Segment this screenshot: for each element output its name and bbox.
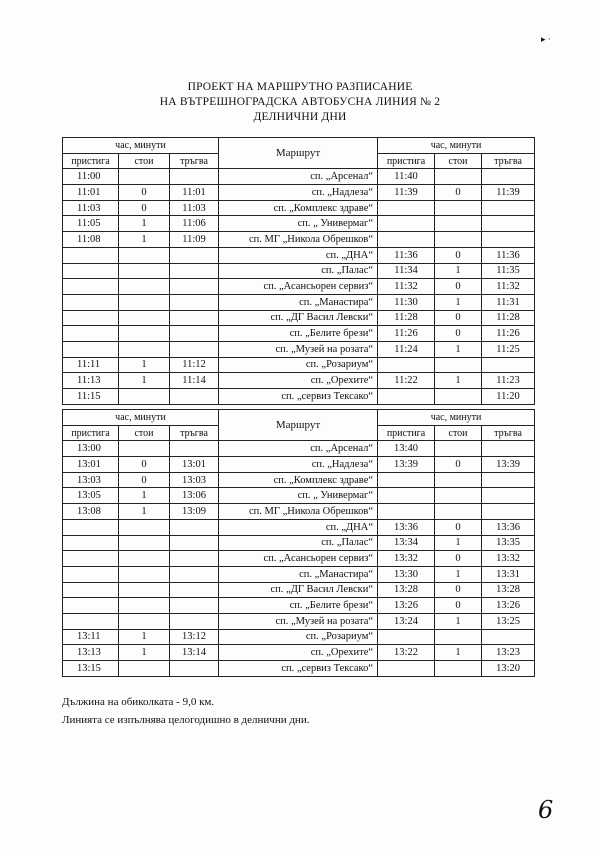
stay-out-cell: 1: [119, 504, 170, 520]
stay-out-cell: [119, 294, 170, 310]
depart-out-cell: 11:06: [170, 216, 219, 232]
arrive-out-cell: [63, 582, 119, 598]
depart-out-cell: [170, 341, 219, 357]
depart-back-cell: 13:25: [482, 613, 535, 629]
header-arrive: пристига: [63, 425, 119, 441]
stay-out-cell: [119, 535, 170, 551]
arrive-out-cell: 11:15: [63, 389, 119, 405]
depart-back-cell: 13:39: [482, 457, 535, 473]
stay-out-cell: [119, 310, 170, 326]
header-stay: стои: [435, 425, 482, 441]
arrive-out-cell: 13:11: [63, 629, 119, 645]
depart-out-cell: [170, 519, 219, 535]
arrive-out-cell: 13:08: [63, 504, 119, 520]
table-row: [63, 200, 535, 216]
depart-out-cell: 13:12: [170, 629, 219, 645]
stay-back-cell: [435, 216, 482, 232]
depart-out-cell: [170, 441, 219, 457]
arrive-out-cell: 13:13: [63, 645, 119, 661]
depart-back-cell: 11:20: [482, 389, 535, 405]
table-row: [63, 441, 535, 457]
stop-name-cell: сп. „Белите брези“: [219, 326, 378, 342]
stay-out-cell: 0: [119, 457, 170, 473]
depart-back-cell: [482, 216, 535, 232]
table-row: [63, 389, 535, 405]
depart-out-cell: [170, 279, 219, 295]
table-row: [63, 629, 535, 645]
arrive-out-cell: 13:03: [63, 472, 119, 488]
depart-back-cell: [482, 488, 535, 504]
stay-out-cell: [119, 326, 170, 342]
depart-out-cell: 13:03: [170, 472, 219, 488]
stop-name-cell: сп. „сервиз Тексако“: [219, 389, 378, 405]
depart-out-cell: 13:06: [170, 488, 219, 504]
depart-back-cell: [482, 232, 535, 248]
depart-back-cell: 13:35: [482, 535, 535, 551]
depart-back-cell: 13:32: [482, 551, 535, 567]
stay-back-cell: [435, 389, 482, 405]
header-time-group-outbound: час, минути: [63, 410, 219, 426]
arrive-out-cell: [63, 598, 119, 614]
arrive-back-cell: 13:28: [378, 582, 435, 598]
header-route: Маршрут: [219, 138, 378, 169]
document-title: [0, 80, 600, 125]
page-number: 6: [538, 796, 554, 824]
table-row: [63, 613, 535, 629]
timetable-2: [62, 409, 535, 677]
arrive-back-cell: 11:39: [378, 185, 435, 201]
arrive-out-cell: 11:03: [63, 200, 119, 216]
table-row: [63, 645, 535, 661]
stay-back-cell: [435, 472, 482, 488]
stay-out-cell: 0: [119, 200, 170, 216]
schedule-note: Линията се изпълнява целогодишно в делнични дни.: [62, 714, 310, 726]
depart-out-cell: 13:01: [170, 457, 219, 473]
header-depart: тръгва: [482, 425, 535, 441]
header-route: Маршрут: [219, 410, 378, 441]
header-depart: тръгва: [170, 425, 219, 441]
depart-out-cell: 11:12: [170, 357, 219, 373]
stay-out-cell: [119, 566, 170, 582]
stop-name-cell: сп. „Музей на розата“: [219, 613, 378, 629]
arrive-back-cell: 13:24: [378, 613, 435, 629]
depart-back-cell: [482, 200, 535, 216]
depart-back-cell: [482, 629, 535, 645]
stop-name-cell: сп. „Орехите“: [219, 645, 378, 661]
table-row: [63, 535, 535, 551]
table-row: [63, 232, 535, 248]
header-depart: тръгва: [482, 153, 535, 169]
arrive-out-cell: [63, 535, 119, 551]
depart-out-cell: 11:03: [170, 200, 219, 216]
stay-out-cell: 0: [119, 185, 170, 201]
arrive-back-cell: [378, 661, 435, 677]
arrive-back-cell: 13:22: [378, 645, 435, 661]
stay-out-cell: [119, 441, 170, 457]
arrive-out-cell: [63, 566, 119, 582]
stay-out-cell: 1: [119, 216, 170, 232]
stay-back-cell: [435, 504, 482, 520]
timetable-1: [62, 137, 535, 405]
table-row: [63, 247, 535, 263]
depart-out-cell: [170, 247, 219, 263]
depart-back-cell: 11:25: [482, 341, 535, 357]
table-row: [63, 598, 535, 614]
table-row: [63, 294, 535, 310]
timetable-body: [63, 441, 535, 676]
depart-out-cell: [170, 661, 219, 677]
depart-out-cell: 11:01: [170, 185, 219, 201]
table-row: [63, 216, 535, 232]
arrive-out-cell: 13:01: [63, 457, 119, 473]
arrive-back-cell: 13:26: [378, 598, 435, 614]
table-row: [63, 582, 535, 598]
stay-back-cell: 0: [435, 582, 482, 598]
arrive-back-cell: [378, 389, 435, 405]
depart-out-cell: [170, 310, 219, 326]
stop-name-cell: сп. „Розариум“: [219, 629, 378, 645]
stop-name-cell: сп. „ДГ Васил Левски“: [219, 582, 378, 598]
stay-out-cell: [119, 519, 170, 535]
table-row: [63, 551, 535, 567]
stop-name-cell: сп. „Белите брези“: [219, 598, 378, 614]
header-time-group-return: час, минути: [378, 410, 535, 426]
depart-back-cell: 13:23: [482, 645, 535, 661]
stay-back-cell: 0: [435, 551, 482, 567]
table-row: [63, 457, 535, 473]
stay-back-cell: 1: [435, 613, 482, 629]
depart-out-cell: [170, 566, 219, 582]
depart-out-cell: [170, 535, 219, 551]
stop-name-cell: сп. „Асансьорен сервиз“: [219, 551, 378, 567]
stay-back-cell: 0: [435, 457, 482, 473]
stop-name-cell: сп. „Палас“: [219, 535, 378, 551]
stay-back-cell: 0: [435, 326, 482, 342]
stop-name-cell: сп. „Асансьорен сервиз“: [219, 279, 378, 295]
depart-out-cell: [170, 598, 219, 614]
depart-out-cell: 11:09: [170, 232, 219, 248]
stay-back-cell: 0: [435, 598, 482, 614]
table-row: [63, 488, 535, 504]
arrive-out-cell: [63, 247, 119, 263]
arrive-back-cell: [378, 504, 435, 520]
arrive-back-cell: [378, 200, 435, 216]
stay-out-cell: [119, 598, 170, 614]
stay-out-cell: [119, 279, 170, 295]
table-row: [63, 357, 535, 373]
arrive-back-cell: [378, 472, 435, 488]
stop-name-cell: сп. МГ „Никола Обрешков“: [219, 232, 378, 248]
table-row: [63, 519, 535, 535]
depart-back-cell: 11:26: [482, 326, 535, 342]
stop-name-cell: сп. „Надлеза“: [219, 185, 378, 201]
arrive-back-cell: 11:26: [378, 326, 435, 342]
table-row: [63, 341, 535, 357]
stay-back-cell: 1: [435, 566, 482, 582]
arrive-out-cell: 11:08: [63, 232, 119, 248]
header-arrive: пристига: [378, 425, 435, 441]
arrive-out-cell: 11:05: [63, 216, 119, 232]
arrive-out-cell: 13:05: [63, 488, 119, 504]
depart-back-cell: 11:31: [482, 294, 535, 310]
header-time-group-return: час, минути: [378, 138, 535, 154]
stop-name-cell: сп. „Музей на розата“: [219, 341, 378, 357]
arrive-back-cell: 13:30: [378, 566, 435, 582]
header-arrive: пристига: [378, 153, 435, 169]
header-depart: тръгва: [170, 153, 219, 169]
depart-back-cell: 11:36: [482, 247, 535, 263]
table-row: [63, 472, 535, 488]
table-row: [63, 279, 535, 295]
arrive-back-cell: [378, 488, 435, 504]
table-row: [63, 310, 535, 326]
stay-out-cell: [119, 613, 170, 629]
depart-out-cell: [170, 613, 219, 629]
depart-back-cell: 13:36: [482, 519, 535, 535]
stay-back-cell: [435, 488, 482, 504]
stop-name-cell: сп. „Арсенал“: [219, 441, 378, 457]
stay-back-cell: 1: [435, 263, 482, 279]
table-row: [63, 185, 535, 201]
depart-out-cell: 11:14: [170, 373, 219, 389]
arrive-back-cell: 11:24: [378, 341, 435, 357]
stop-name-cell: сп. „сервиз Тексако“: [219, 661, 378, 677]
arrive-back-cell: [378, 629, 435, 645]
arrive-back-cell: 13:32: [378, 551, 435, 567]
header-time-group-outbound: час, минути: [63, 138, 219, 154]
stay-out-cell: [119, 661, 170, 677]
stay-back-cell: 1: [435, 373, 482, 389]
depart-back-cell: 13:31: [482, 566, 535, 582]
stay-out-cell: 1: [119, 373, 170, 389]
stop-name-cell: сп. „ДГ Васил Левски“: [219, 310, 378, 326]
depart-back-cell: [482, 441, 535, 457]
title-line-1: ПРОЕКТ НА МАРШРУТНО РАЗПИСАНИЕ: [187, 81, 413, 93]
arrive-out-cell: 11:01: [63, 185, 119, 201]
arrive-back-cell: 11:28: [378, 310, 435, 326]
arrive-back-cell: 11:22: [378, 373, 435, 389]
depart-back-cell: 11:32: [482, 279, 535, 295]
arrive-out-cell: 13:00: [63, 441, 119, 457]
stay-out-cell: 1: [119, 357, 170, 373]
stay-back-cell: 0: [435, 185, 482, 201]
stay-back-cell: [435, 661, 482, 677]
arrive-out-cell: [63, 310, 119, 326]
stay-out-cell: [119, 582, 170, 598]
table-row: [63, 373, 535, 389]
stop-name-cell: сп. „ДНА“: [219, 247, 378, 263]
depart-back-cell: [482, 357, 535, 373]
depart-out-cell: 13:09: [170, 504, 219, 520]
stay-out-cell: 0: [119, 472, 170, 488]
stay-back-cell: [435, 357, 482, 373]
stay-out-cell: [119, 341, 170, 357]
arrive-back-cell: 11:30: [378, 294, 435, 310]
stay-back-cell: [435, 629, 482, 645]
stay-out-cell: [119, 551, 170, 567]
depart-back-cell: 11:39: [482, 185, 535, 201]
arrive-out-cell: 13:15: [63, 661, 119, 677]
stay-back-cell: 0: [435, 279, 482, 295]
depart-out-cell: [170, 582, 219, 598]
stay-out-cell: [119, 389, 170, 405]
arrive-back-cell: 11:34: [378, 263, 435, 279]
table-row: [63, 661, 535, 677]
stop-name-cell: сп. „Манастира“: [219, 566, 378, 582]
stop-name-cell: сп. „Комплекс здраве“: [219, 200, 378, 216]
stay-out-cell: [119, 247, 170, 263]
stop-name-cell: сп. „ДНА“: [219, 519, 378, 535]
table-row: [63, 169, 535, 185]
arrive-back-cell: 13:39: [378, 457, 435, 473]
stay-out-cell: 1: [119, 488, 170, 504]
arrive-back-cell: [378, 357, 435, 373]
arrive-back-cell: [378, 232, 435, 248]
arrive-out-cell: [63, 294, 119, 310]
stop-name-cell: сп. „Палас“: [219, 263, 378, 279]
arrive-back-cell: 13:34: [378, 535, 435, 551]
depart-out-cell: [170, 294, 219, 310]
stay-back-cell: 1: [435, 535, 482, 551]
arrive-out-cell: [63, 279, 119, 295]
stay-out-cell: 1: [119, 645, 170, 661]
route-length-note: Дължина на обиколката - 9,0 км.: [62, 696, 215, 708]
timetable-body: [63, 169, 535, 404]
stop-name-cell: сп. „Комплекс здраве“: [219, 472, 378, 488]
stay-back-cell: 1: [435, 645, 482, 661]
stay-out-cell: 1: [119, 232, 170, 248]
depart-back-cell: 11:35: [482, 263, 535, 279]
table-row: [63, 504, 535, 520]
stop-name-cell: сп. МГ „Никола Обрешков“: [219, 504, 378, 520]
arrive-out-cell: 11:00: [63, 169, 119, 185]
stay-out-cell: [119, 263, 170, 279]
stay-back-cell: [435, 441, 482, 457]
depart-back-cell: [482, 472, 535, 488]
arrive-back-cell: 13:36: [378, 519, 435, 535]
depart-out-cell: [170, 263, 219, 279]
title-line-2: НА ВЪТРЕШНОГРАДСКА АВТОБУСНА ЛИНИЯ № 2: [159, 96, 441, 108]
stay-back-cell: 0: [435, 519, 482, 535]
arrive-out-cell: [63, 551, 119, 567]
depart-out-cell: [170, 551, 219, 567]
stop-name-cell: сп. „ Универмаг“: [219, 216, 378, 232]
header-stay: стои: [119, 153, 170, 169]
depart-back-cell: 13:26: [482, 598, 535, 614]
table-row: [63, 566, 535, 582]
arrive-back-cell: 11:40: [378, 169, 435, 185]
stop-name-cell: сп. „Орехите“: [219, 373, 378, 389]
arrive-back-cell: 11:32: [378, 279, 435, 295]
depart-out-cell: 13:14: [170, 645, 219, 661]
stay-back-cell: [435, 232, 482, 248]
arrive-out-cell: [63, 341, 119, 357]
arrive-back-cell: [378, 216, 435, 232]
depart-back-cell: 13:28: [482, 582, 535, 598]
arrive-out-cell: 11:13: [63, 373, 119, 389]
arrive-out-cell: 11:11: [63, 357, 119, 373]
stop-name-cell: сп. „Надлеза“: [219, 457, 378, 473]
header-arrive: пристига: [63, 153, 119, 169]
title-line-3: ДЕЛНИЧНИ ДНИ: [253, 111, 347, 123]
header-stay: стои: [435, 153, 482, 169]
depart-back-cell: 11:23: [482, 373, 535, 389]
stay-back-cell: 0: [435, 247, 482, 263]
arrive-out-cell: [63, 613, 119, 629]
stop-name-cell: сп. „Манастира“: [219, 294, 378, 310]
arrive-back-cell: 11:36: [378, 247, 435, 263]
arrive-out-cell: [63, 263, 119, 279]
depart-out-cell: [170, 389, 219, 405]
stay-back-cell: [435, 200, 482, 216]
stay-back-cell: 1: [435, 341, 482, 357]
corner-mark: ▸ ·: [541, 34, 551, 44]
notes: [62, 693, 309, 729]
stay-back-cell: [435, 169, 482, 185]
stay-back-cell: 1: [435, 294, 482, 310]
depart-out-cell: [170, 326, 219, 342]
depart-back-cell: 11:28: [482, 310, 535, 326]
stay-out-cell: 1: [119, 629, 170, 645]
stop-name-cell: сп. „Розариум“: [219, 357, 378, 373]
arrive-out-cell: [63, 326, 119, 342]
depart-back-cell: [482, 169, 535, 185]
depart-back-cell: [482, 504, 535, 520]
header-stay: стои: [119, 425, 170, 441]
arrive-back-cell: 13:40: [378, 441, 435, 457]
depart-out-cell: [170, 169, 219, 185]
stop-name-cell: сп. „Арсенал“: [219, 169, 378, 185]
table-row: [63, 326, 535, 342]
table-row: [63, 263, 535, 279]
arrive-out-cell: [63, 519, 119, 535]
stay-out-cell: [119, 169, 170, 185]
depart-back-cell: 13:20: [482, 661, 535, 677]
stay-back-cell: 0: [435, 310, 482, 326]
stop-name-cell: сп. „ Универмаг“: [219, 488, 378, 504]
